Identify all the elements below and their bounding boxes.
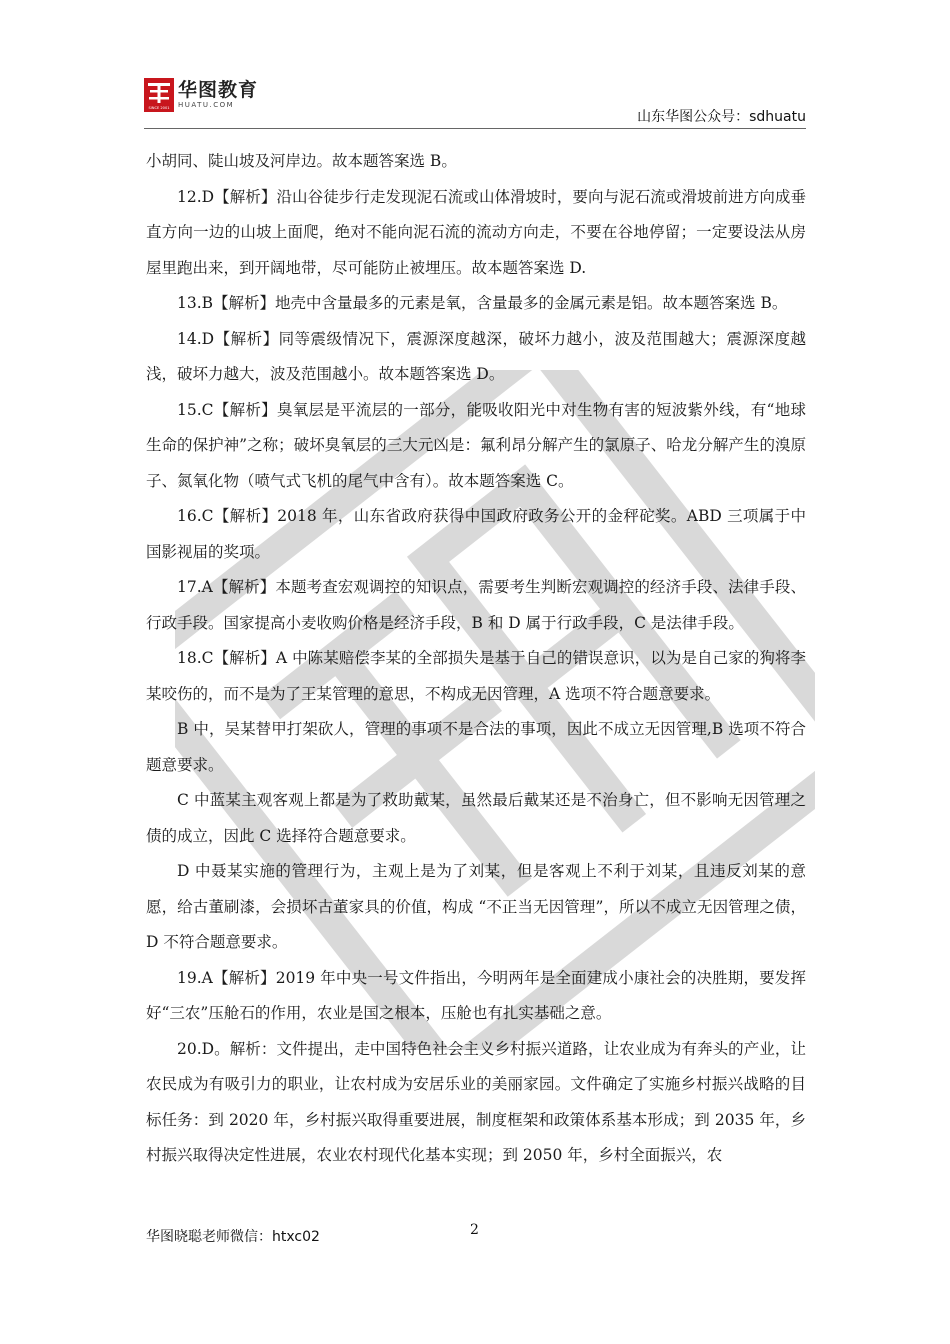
- page-number: 2: [470, 1222, 479, 1238]
- paragraph-q18-b: B 中，吴某替甲打架砍人，管理的事项不是合法的事项，因此不成立无因管理,B 选项不符合题意要求。: [146, 720, 806, 774]
- paragraph-q20: 20.D。解析：文件提出，走中国特色社会主义乡村振兴道路，让农业成为有奔头的产业，让农民成为有吸引力的职业，让农村成为安居乐业的美丽家园。文件确定了实施乡村振兴战略的目标任务：到 2020 年，乡村振兴取得重要进展，制度框架和政策体系基本形成；到 2035 年，乡村振兴取得决定性进展，农业农村现代化基本实现；到 2050 年，乡村全面振兴，农: [146, 1039, 806, 1164]
- paragraph-q14: 14.D【解析】同等震级情况下，震源深度越深，破坏力越小，波及范围越大；震源深度越浅，破坏力越大，波及范围越小。故本题答案选 D。: [146, 329, 806, 383]
- paragraph-q18-d: D 中聂某实施的管理行为，主观上是为了刘某，但是客观上不利于刘某，且违反刘某的意愿，给古董刷漆，会损坏古董家具的价值，构成 “不正当无因管理”，所以不成立无因管理之债，D 不符合题意要求。: [146, 862, 806, 951]
- paragraph-continuation: 小胡同、陡山坡及河岸边。故本题答案选 B。: [146, 152, 457, 170]
- answer-explanations: [146, 144, 806, 1174]
- logo-name: 华图教育: [178, 79, 259, 101]
- paragraph-q19: 19.A【解析】2019 年中央一号文件指出，今明两年是全面建成小康社会的决胜期，要发挥好“三农”压舱石的作用，农业是国之根本，压舱也有扎实基础之意。: [146, 968, 806, 1022]
- huatu-logo-icon: [144, 78, 174, 112]
- paragraph-q12: 12.D【解析】沿山谷徒步行走发现泥石流或山体滑坡时，要向与泥石流或滑坡前进方向成垂直方向一边的山坡上面爬，绝对不能向泥石流的流动方向走，不要在谷地停留；一定要设法从房屋里跑出来，到开阔地带，尽可能防止被埋压。故本题答案选 D.: [146, 187, 806, 277]
- header-divider: [144, 128, 806, 129]
- header-logo: [144, 78, 258, 112]
- logo-since-text: SINCE 2001: [148, 106, 170, 110]
- paragraph-q13: 13.B【解析】地壳中含量最多的元素是氧，含量最多的金属元素是铝。故本题答案选 B。: [177, 294, 788, 312]
- paragraph-q18: 18.C【解析】A 中陈某赔偿李某的全部损失是基于自己的错误意识，以为是自己家的狗将李某咬伤的，而不是为了王某管理的意思，不构成无因管理，A 选项不符合题意要求。: [146, 649, 806, 703]
- paragraph-q17: 17.A【解析】本题考查宏观调控的知识点，需要考生判断宏观调控的经济手段、法律手段、行政手段。国家提高小麦收购价格是经济手段，B 和 D 属于行政手段，C 是法律手段。: [146, 578, 806, 632]
- paragraph-q16: 16.C【解析】2018 年，山东省政府获得中国政府政务公开的金秤砣奖。ABD 三项属于中国影视届的奖项。: [146, 507, 806, 561]
- logo-domain: HUATU.COM: [178, 101, 235, 109]
- paragraph-q18-c: C 中蓝某主观客观上都是为了救助戴某，虽然最后戴某还是不治身亡，但不影响无因管理之债的成立，因此 C 选择符合题意要求。: [146, 791, 806, 845]
- paragraph-q15: 15.C【解析】臭氧层是平流层的一部分，能吸收阳光中对生物有害的短波紫外线，有“地球生命的保护神”之称；破坏臭氧层的三大元凶是：氟利昂分解产生的氯原子、哈龙分解产生的溴原子、氮氧化物（喷气式飞机的尾气中含有）。故本题答案选 C。: [146, 400, 806, 490]
- header-account: 山东华图公众号：sdhuatu: [637, 109, 806, 125]
- footer-contact: 华图晓聪老师微信：htxc02: [146, 1229, 320, 1245]
